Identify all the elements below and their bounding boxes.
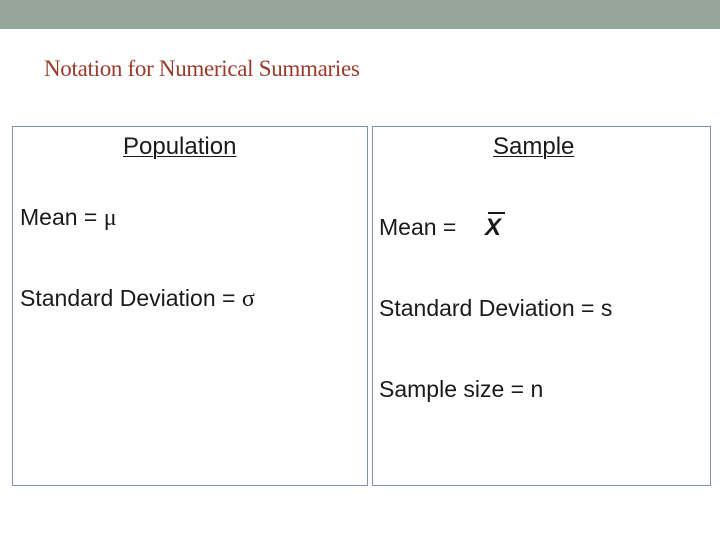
xbar-symbol: X (485, 214, 502, 241)
mu-symbol: μ (103, 205, 117, 231)
top-banner (0, 0, 720, 29)
sample-size: Sample size = n (379, 376, 544, 402)
population-sd (20, 285, 255, 313)
slide-title: Notation for Numerical Summaries (44, 56, 360, 81)
sample-mean-label: Mean = (379, 214, 457, 240)
population-mean-label: Mean = (20, 204, 104, 230)
population-mean (20, 204, 117, 232)
sigma-symbol: σ (241, 286, 255, 312)
sample-sd: Standard Deviation = s (379, 295, 613, 321)
population-heading: Population (123, 133, 237, 160)
sample-heading: Sample (493, 133, 575, 160)
population-sd-label: Standard Deviation = (20, 285, 242, 311)
